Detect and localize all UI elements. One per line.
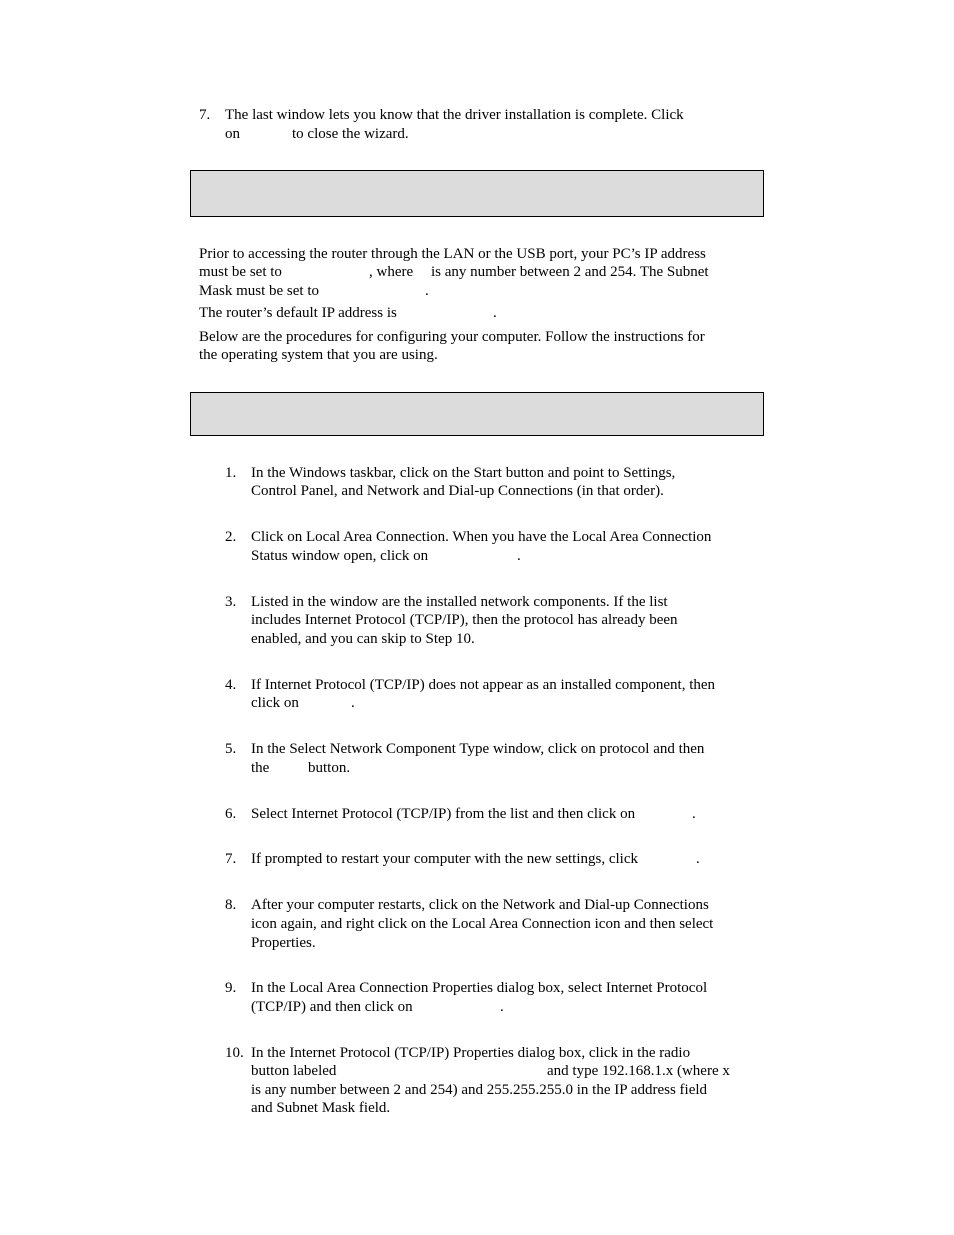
step-text: the [251,760,270,776]
step-text: and Subnet Mask field. [251,1100,391,1116]
paragraph-text: , where [369,264,414,280]
step-text: . [517,548,521,564]
step-number: 2. [225,529,237,545]
step-text: After your computer restarts, click on the Network and Dial-up Connections [251,897,709,913]
step-text: (TCP/IP) and then click on [251,999,413,1015]
step-number: 1. [225,465,237,481]
step-text: In the Local Area Connection Properties dialog box, select Internet Protocol [251,980,708,996]
step-text: is any number between 2 and 254) and 255.255.255.0 in the IP address field [251,1082,708,1098]
step-text: and type 192.168.1.x (where x [547,1063,730,1079]
step-number: 7. [225,851,237,867]
step-text: icon again, and right click on the Local Area Connection icon and then select [251,916,714,932]
step-number: 7. [199,107,211,123]
step-text: In the Internet Protocol (TCP/IP) Properties dialog box, click in the radio [251,1045,691,1061]
step-number: 8. [225,897,237,913]
step-number: 6. [225,806,237,822]
step-text: . [696,851,700,867]
step-text: Listed in the window are the installed network components. If the list [251,594,668,610]
step-text: In the Select Network Component Type window, click on protocol and then [251,741,705,757]
paragraph-text: Prior to accessing the router through the LAN or the USB port, your PC’s IP address [199,246,706,262]
step-text: on [225,126,240,142]
paragraph-text: is any number between 2 and 254. The Subnet [431,264,709,280]
step-text: Select Internet Protocol (TCP/IP) from the list and then click on [251,806,636,822]
step-text: click on [251,695,299,711]
step-number: 4. [225,677,237,693]
step-text: Status window open, click on [251,548,429,564]
step-text: enabled, and you can skip to Step 10. [251,631,475,647]
step-text: If prompted to restart your computer with the new settings, click [251,851,638,867]
step-text: button labeled [251,1063,337,1079]
step-number: 9. [225,980,237,996]
step-number: 10. [225,1045,244,1061]
paragraph-text: must be set to [199,264,282,280]
paragraph-text: the operating system that you are using. [199,347,438,363]
paragraph-text: . [493,305,497,321]
step-text: . [692,806,696,822]
step-number: 5. [225,741,237,757]
step-text: In the Windows taskbar, click on the Start button and point to Settings, [251,465,676,481]
step-text: . [500,999,504,1015]
paragraph-text: Below are the procedures for configuring your computer. Follow the instructions for [199,329,705,345]
paragraph-text: The router’s default IP address is [199,305,397,321]
step-text: button. [308,760,351,776]
step-text: to close the wizard. [292,126,409,142]
step-text: Click on Local Area Connection. When you have the Local Area Connection [251,529,712,545]
step-text: Control Panel, and Network and Dial-up Connections (in that order). [251,483,664,499]
step-text: . [351,695,355,711]
step-text: Properties. [251,935,316,951]
step-number: 3. [225,594,237,610]
paragraph-text: . [425,283,429,299]
step-text: The last window lets you know that the driver installation is complete. Click [225,107,684,123]
step-text: If Internet Protocol (TCP/IP) does not appear as an installed component, then [251,677,716,693]
paragraph-text: Mask must be set to [199,283,319,299]
section-heading-box [190,392,764,436]
section-heading-box [190,170,764,217]
step-text: includes Internet Protocol (TCP/IP), then the protocol has already been [251,612,678,628]
